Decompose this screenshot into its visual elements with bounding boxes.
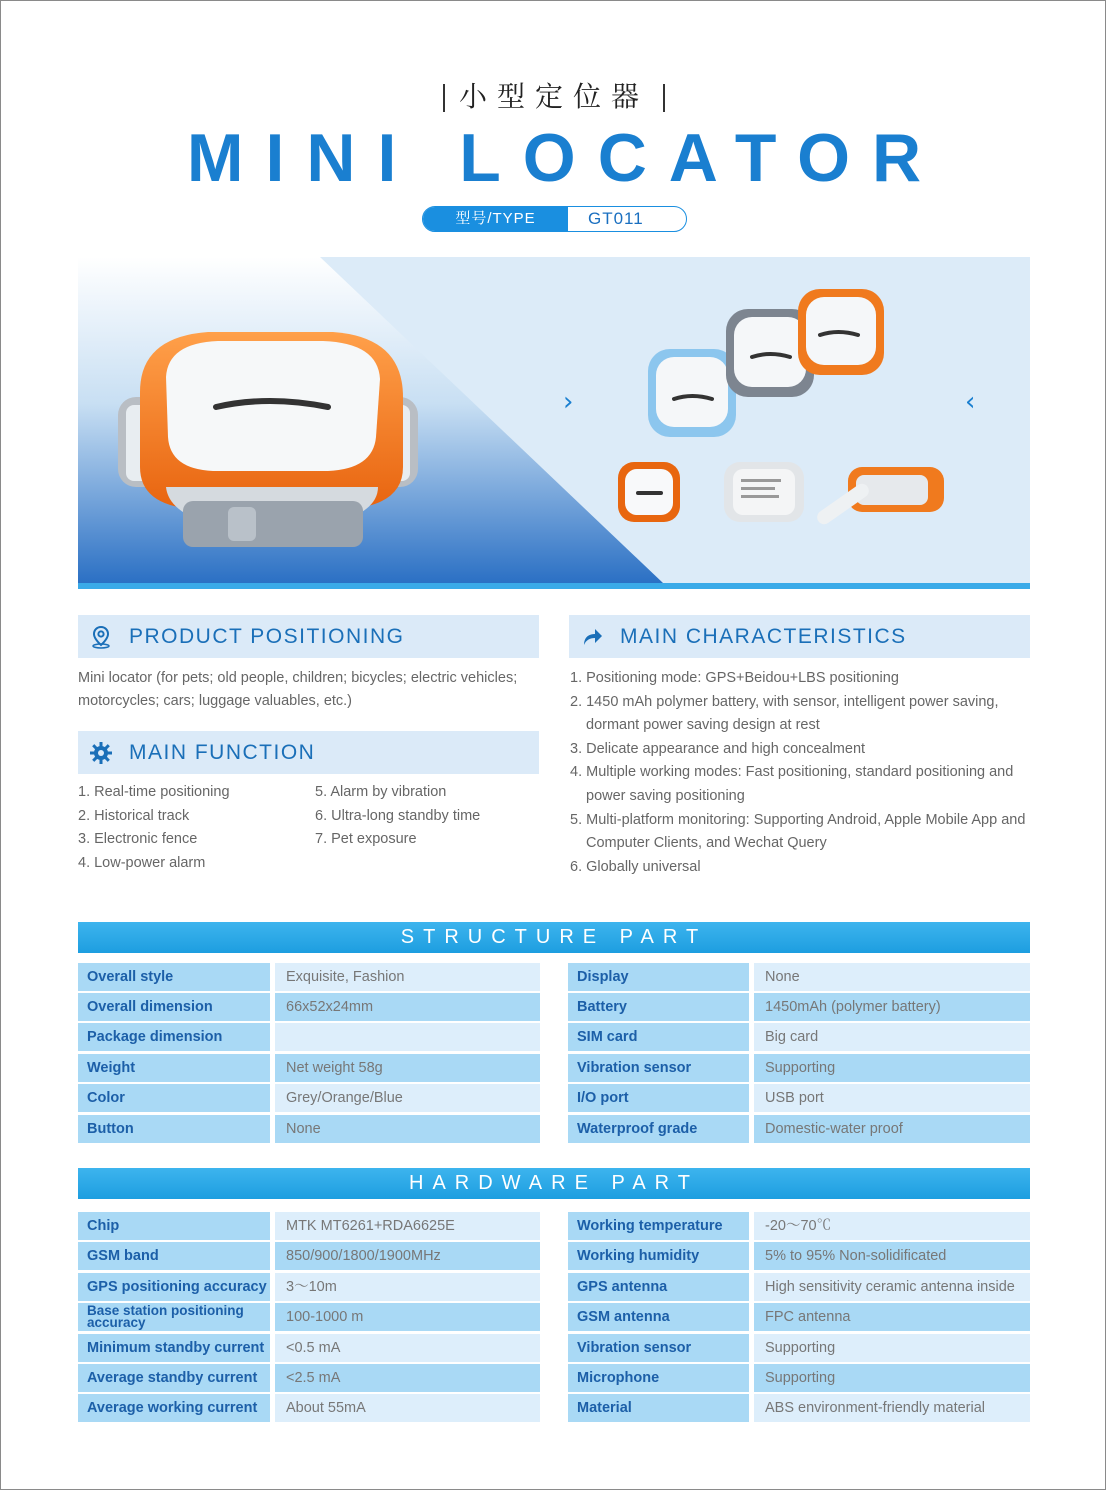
list-item: 1. Positioning mode: GPS+Beidou+LBS positioning [570,670,899,686]
table-row [78,993,540,1021]
spec-value: 100-1000 m [275,1303,540,1331]
table-row [568,1023,1030,1051]
spec-value: 66x52x24mm [275,993,540,1021]
table-row [568,1273,1030,1301]
location-pin-icon [89,625,113,649]
spec-value: High sensitivity ceramic antenna inside [754,1273,1030,1301]
type-value: GT011 [588,209,644,228]
spec-key: Waterproof grade [568,1115,749,1143]
table-row [78,963,540,991]
spec-key: Button [78,1115,270,1143]
spec-value: ABS environment-friendly material [754,1394,1030,1422]
spec-key: I/O port [568,1084,749,1112]
list-item: 2. 1450 mAh polymer battery, with sensor, intelligent power saving, dormant power saving design at rest [570,693,999,734]
spec-value: 3～10m [275,1273,540,1301]
spec-value: 1450mAh (polymer battery) [754,993,1030,1021]
device-blue-image [648,349,736,437]
device-front-view-image [618,462,680,522]
main-characteristics-list [570,667,1040,879]
table-row [568,1334,1030,1362]
spec-value: Supporting [754,1334,1030,1362]
title-divider [663,84,665,112]
table-row [78,1084,540,1112]
title-divider [443,84,445,112]
table-row [568,1364,1030,1392]
spec-key: Vibration sensor [568,1334,749,1362]
spec-key: Average standby current [78,1364,270,1392]
spec-value: None [275,1115,540,1143]
table-row [568,1212,1030,1240]
table-row [568,1115,1030,1143]
list-item: 4. Multiple working modes: Fast positioning, standard positioning and power saving positioning [570,764,1014,804]
spec-key: Material [568,1394,749,1422]
product-positioning-header [78,615,539,658]
main-function-header [78,731,539,774]
product-positioning-title: PRODUCT POSITIONING [129,624,405,648]
gear-icon [89,741,113,765]
spec-key: Overall style [78,963,270,991]
table-row [568,1054,1030,1082]
chinese-title-text: 小型定位器 [458,80,649,113]
spec-value: <2.5 mA [275,1364,540,1392]
hardware-part-bar: HARDWARE PART [78,1168,1030,1199]
spec-key: Microphone [568,1364,749,1392]
device-orange-image [798,289,884,375]
spec-key: GSM antenna [568,1303,749,1331]
main-characteristics-header [569,615,1030,658]
table-row [78,1334,540,1362]
list-item: 5. Multi-platform monitoring: Supporting Android, Apple Mobile App and Computer Clients, and Wechat Query [570,811,1026,852]
spec-key: GPS antenna [568,1273,749,1301]
main-function-list-2 [315,781,539,852]
table-row [78,1394,540,1422]
spec-value: FPC antenna [754,1303,1030,1331]
spec-value: Grey/Orange/Blue [275,1084,540,1112]
table-row [78,1303,540,1331]
list-item: 3. Electronic fence [78,831,198,848]
spec-key: Color [78,1084,270,1112]
spec-value: Supporting [754,1054,1030,1082]
spec-key: GPS positioning accuracy [78,1273,270,1301]
spec-value: Supporting [754,1364,1030,1392]
spec-key: Base station positioning accuracy [78,1303,270,1331]
spec-key: GSM band [78,1242,270,1270]
list-item: 6. Globally universal [570,858,701,875]
spec-key: Working temperature [568,1212,749,1240]
type-label: 型号/TYPE [423,207,568,231]
spec-key: Vibration sensor [568,1054,749,1082]
list-item: 2. Historical track [78,807,190,824]
table-row [568,1303,1030,1331]
table-row [568,1394,1030,1422]
table-row [78,1364,540,1392]
list-item: 6. Ultra-long standby time [315,807,481,824]
spec-key: Overall dimension [78,993,270,1021]
structure-part-bar: STRUCTURE PART [78,922,1030,953]
spec-key: Package dimension [78,1023,270,1051]
share-arrow-icon [580,625,604,649]
table-row [568,1084,1030,1112]
list-item: 5. Alarm by vibration [315,784,447,800]
device-usb-view-image [814,467,944,527]
banner-graphic [78,257,1030,589]
spec-value: 5% to 95% Non-solidificated [754,1242,1030,1270]
spec-value: Big card [754,1023,1030,1051]
spec-value: None [754,963,1030,991]
spec-value: Domestic-water proof [754,1115,1030,1143]
spec-value: About 55mA [275,1394,540,1422]
spec-key: Minimum standby current [78,1334,270,1362]
table-row [568,963,1030,991]
device-back-view-image [724,462,804,522]
spec-value: Net weight 58g [275,1054,540,1082]
spec-key: Chip [78,1212,270,1240]
spec-value: -20～70℃ [754,1212,1030,1240]
product-banner [78,257,1030,589]
spec-value: MTK MT6261+RDA6625E [275,1212,540,1240]
spec-key: SIM card [568,1023,749,1051]
chevron-left-icon[interactable]: ‹ [965,387,976,417]
spec-key: Weight [78,1054,270,1082]
main-function-title: MAIN FUNCTION [129,740,316,764]
list-item: 1. Real-time positioning [78,784,230,800]
type-badge [422,206,687,232]
spec-key: Battery [568,993,749,1021]
table-row [568,1242,1030,1270]
spec-value: USB port [754,1084,1030,1112]
spec-key: Working humidity [568,1242,749,1270]
spec-value: Exquisite, Fashion [275,963,540,991]
spec-key: Display [568,963,749,991]
table-row [78,1273,540,1301]
page-title: MINI LOCATOR [186,120,944,196]
table-row [78,1212,540,1240]
table-row [78,1115,540,1143]
product-positioning-text: Mini locator (for pets; old people, children; bicycles; electric vehicles; motorcycles; cars; luggage valuables, etc.) [78,670,518,709]
table-row [78,1054,540,1082]
table-row [568,993,1030,1021]
table-row [78,1023,540,1051]
list-item: 4. Low-power alarm [78,854,206,871]
spec-key: Average working current [78,1394,270,1422]
table-row [78,1242,540,1270]
spec-value: 850/900/1800/1900MHz [275,1242,540,1270]
spec-value: <0.5 mA [275,1334,540,1362]
main-characteristics-title: MAIN CHARACTERISTICS [620,624,907,648]
chinese-title [1,75,1106,115]
chevron-right-icon[interactable]: › [563,387,574,417]
list-item: 7. Pet exposure [315,831,417,848]
list-item: 3. Delicate appearance and high concealment [570,740,866,757]
spec-value [275,1023,540,1051]
main-function-list-1 [78,781,308,875]
